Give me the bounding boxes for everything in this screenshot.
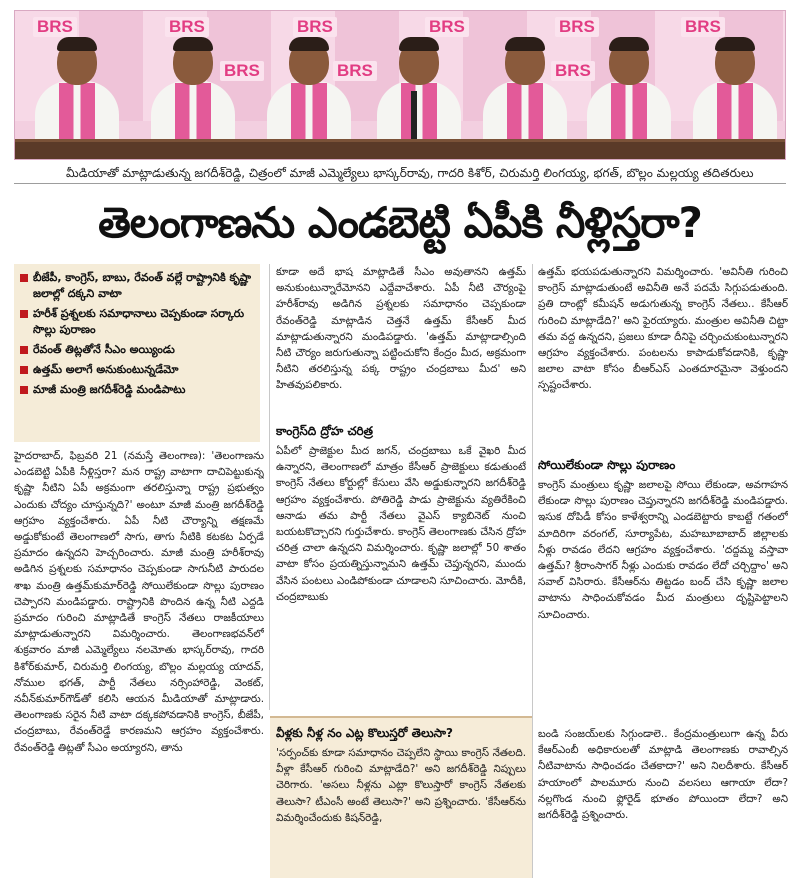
brs-logo: BRS bbox=[333, 61, 377, 81]
person-figure bbox=[687, 35, 783, 145]
brs-logo: BRS bbox=[165, 17, 209, 37]
square-bullet-icon bbox=[20, 346, 28, 354]
highlight-text: హరీశ్ ప్రశ్నలకు సమాధానాలు చెప్పకుండా సర్కారు సొల్లు పురాణం bbox=[33, 307, 245, 336]
square-bullet-icon bbox=[20, 274, 28, 282]
person-figure bbox=[477, 35, 573, 145]
person-figure bbox=[371, 35, 467, 145]
highlight-text: ఉత్తమ్ అలాగే అనుకుంటున్నడేమో bbox=[33, 363, 179, 376]
article-column-3 bbox=[538, 264, 788, 731]
highlight-text: రేవంత్ తిట్లతోనే సీఎం అయ్యిండు bbox=[33, 343, 175, 356]
brs-logo: BRS bbox=[681, 17, 725, 37]
highlight-item bbox=[20, 382, 254, 398]
sidebar-box bbox=[270, 716, 532, 878]
news-photo bbox=[14, 10, 786, 160]
article-column-3-continued: బండి సంజయ్‌లకు సిగ్గుండాలె.. కేంద్రమంత్రులుగా ఉన్న వీరు కేఆర్‌ఎంబీ అధికారులతో మాట్లాడి తెలంగాణకు రావాల్సిన నీటివాటాను సాధించడం చేతకాదా?' అని నిలదీశారు. కేసీఆర్ హయాంలో పాలమూరు నుంచి వలసలు ఆగాయా లేదా? నల్లగొండ నుంచి ఫ్లోరైడ్ భూతం పోయిందా లేదా? అని జగదీశ్‌రెడ్డి ప్రశ్నించారు. bbox=[538, 728, 788, 822]
brs-logo: BRS bbox=[33, 17, 77, 37]
person-figure bbox=[145, 35, 241, 145]
highlight-text: మాజీ మంత్రి జగదీశ్‌రెడ్డి మండిపాటు bbox=[33, 383, 186, 396]
article-paragraph: ఉత్తమ్ భయపడుతున్నారని విమర్శించారు. 'అవినీతి గురించి కాంగ్రెస్ మాట్లాడుతుంటే అవినీతి అనే పదమే సిగ్గుపడుతుంది. ప్రతి దాంట్లో కమీషన్ అడుగుతున్న కాంగ్రెస్ నేతలు.. కేసీఆర్ గురించి మాట్లాడేది?' అని ఫైరయ్యారు. మంత్రుల అవినీతి చిట్టా తమ వద్ద ఉన్నదని, ప్రజలు కూడా దీనిపై చర్చించుకుంటున్నారని ఆగ్రహం వ్యక్తంచేశారు. పంటలను కాపాడుకోవడానికి, కృష్ణా జలాల వాటా కోసం బీఆర్‌ఎస్ ఎంతదూరమైనా వెళ్తుందని స్పష్టంచేశారు. bbox=[538, 266, 788, 392]
highlight-item bbox=[20, 362, 254, 378]
square-bullet-icon bbox=[20, 310, 28, 318]
article-paragraph: హైదరాబాద్, ఫిబ్రవరి 21 (నమస్తే తెలంగాణ): 'తెలంగాణను ఎండబెట్టి ఏపీకి నీళ్లిస్తరా? మన రాష్ట్ర వాటాగా దాచిపెట్టుకున్న కృష్ణా నీటిని ఏపీ అక్రమంగా తరలిస్తున్నా రాష్ట్ర ప్రభుత్వం ఎందుకు చోద్యం చూస్తున్నది?' అంటూ మాజీ మంత్రి జగదీశ్‌రెడ్డి ఆగ్రహం వ్యక్తంచేశారు. ఏపీ నీటి చౌర్యాన్ని తక్షణమే అడ్డుకోకుంటే తెలంగాణలో సాగు, తాగు నీటికి కటకట ఏర్పడే ప్రమాదం ఉన్నదని హెచ్చరించారు. మాజీ మంత్రి హరీశ్‌రావు అడిగిన ప్రశ్నలకు సమాధానం చెప్పకుండా సాగునీటి పారుదల శాఖ మంత్రి ఉత్తమ్‌కుమార్‌రెడ్డి సోయిలేకుండా సొల్లు పురాణం చెప్పారని మండిపడ్డారు. రాష్ట్రానికి పొందిన ఉన్న నీటి ఎద్దడి ప్రమాదం గురించి మాట్లాడితే కాంగ్రెస్ నేతలు రాజకీయాలు మాట్లాడుతున్నారని విమర్శించారు. తెలంగాణభవన్‌లో శుక్రవారం మాజీ ఎమ్మెల్యేలు నలమోతు భాస్కర్‌రావు, గాదరి కిశోర్‌కుమార్, చిరుమర్తి లింగయ్య, బొల్లం మల్లయ్య యాదవ్, నోముల భగత్, పార్టీ నేతలు నర్సింహారెడ్డి, వెంకట్, నవీన్‌కుమార్‌గౌడ్‌తో కలిసి ఆయన మీడియాతో మాట్లాడారు. తెలంగాణకు సరైన నీటి వాటా దక్కకపోవడానికి కాంగ్రెస్, బీజేపీ, చంద్రబాబు, రేవంత్‌రెడ్డే కారణమని ఆగ్రహం వ్యక్తంచేశారు. రేవంత్‌రెడ్డి తిట్లతో సీఎం అయ్యారని, తాను bbox=[14, 450, 264, 754]
subheading-soi: సోయిలేకుండా సొల్లు పురాణం bbox=[538, 458, 676, 472]
microphone-icon bbox=[411, 91, 417, 141]
brs-logo: BRS bbox=[555, 17, 599, 37]
article-column-2 bbox=[276, 264, 526, 669]
column-divider bbox=[532, 264, 533, 878]
highlight-item bbox=[20, 306, 254, 338]
brs-logo: BRS bbox=[293, 17, 337, 37]
square-bullet-icon bbox=[20, 366, 28, 374]
highlights-box bbox=[14, 264, 260, 442]
column-divider bbox=[269, 264, 270, 710]
sidebox-title: వీళ్లకు నీళ్ల నం ఎట్ల కొలుస్తరో తెలుసా? bbox=[276, 726, 453, 740]
subheading-drohi: కాంగ్రెస్‌ది ద్రోహ చరిత్ర bbox=[276, 424, 374, 438]
sidebox-text: 'సర్పంచ్‌కు కూడా సమాధానం చెప్పలేని స్థాయి కాంగ్రెస్ నేతలది. వీళ్లా కేసీఆర్ గురించి మాట్లాడేది?' అని జగదీశ్‌రెడ్డి నిప్పులు చెరిగారు. 'అసలు నీళ్లను ఎట్లా కొలుస్తారో కాంగ్రెస్ నేతలకు తెలుసా? టీఎంసీ అంటే తెలుసా?' అని ప్రశ్నించారు. 'కేసీఆర్‌ను విమర్శించేందుకు కిషన్‌రెడ్డి, bbox=[276, 747, 526, 824]
press-table bbox=[15, 139, 785, 160]
brs-logo: BRS bbox=[220, 61, 264, 81]
person-figure bbox=[29, 35, 125, 145]
article-column-1 bbox=[14, 448, 264, 878]
photo-caption: మీడియాతో మాట్లాడుతున్న జగదీశ్‌రెడ్డి, చిత్రంలో మాజీ ఎమ్మెల్యేలు భాస్కర్‌రావు, గాదరి కిశోర్, చిరుమర్తి లింగయ్య, భగత్, బొల్లం మల్లయ్య తదితరులు bbox=[14, 162, 786, 184]
person-figure bbox=[581, 35, 677, 145]
brs-logo: BRS bbox=[425, 17, 469, 37]
article-paragraph: ఏపీలో ప్రాజెక్టుల మీద జగన్, చంద్రబాబు ఒకే వైఖరి మీద ఉన్నారని, తెలంగాణలో మాత్రం కేసీఆర్ ప్రాజెక్టులు కడుతుంటే కాంగ్రెస్ నేతలు కోర్టుల్లో కేసులు వేసి అడ్డుకున్నారని జగదీశ్‌రెడ్డి ఆగ్రహం వ్యక్తంచేశారు. పోతిరెడ్డి పాడు ప్రాజెక్టును వ్యతిరేకించి ఆనాడు తమ పార్టీ నేతలు వైఎస్ క్యాబినెట్ నుంచి బయటకొచ్చారని గుర్తుచేశారు. కాంగ్రెస్ తెలంగాణకు చేసిన ద్రోహ చరిత్ర చాలా ఉన్నదని విమర్శించారు. కృష్ణా జలాల్లో 50 శాతం వాటా కోసం ప్రయత్నిస్తున్నామని ఉత్తమ్ చెప్తున్నరని, ముందు వేసిన పంటలు ఎండిపోకుండా చూడాలని సూచించారు. మోదీకి, చంద్రబాబుకు bbox=[276, 445, 526, 603]
headline: తెలంగాణను ఎండబెట్టి ఏపీకి నీళ్లిస్తరా? bbox=[98, 198, 702, 247]
person-figure bbox=[261, 35, 357, 145]
brs-logo: BRS bbox=[551, 61, 595, 81]
highlight-text: బీజేపీ, కాంగ్రెస్, బాబు, రేవంత్ వల్లే రాష్ట్రానికి కృష్ణా జలాల్లో దక్కని వాటా bbox=[33, 271, 252, 300]
highlight-item bbox=[20, 342, 254, 358]
article-paragraph: కూడా అదే భాష మాట్లాడితే సీఎం అవుతానని ఉత్తమ్ అనుకుంటున్నారేమోనని ఎద్దేవాచేశారు. ఏపీ నీటి చౌర్యంపై హరీశ్‌రావు అడిగిన ప్రశ్నలకు సమాధానం చెప్పకుండా రేవంత్‌రెడ్డి మాట్లాడిన చెత్తనే ఉత్తమ్ కేసీఆర్ మీద మాట్లాడుతున్నారని మండిపడ్డారు. 'ఉత్తమ్ మాట్లాడాల్సింది నీటి చౌర్యం జరుగుతున్నా పట్టించుకోని కేంద్రం మీద, అక్రమంగా నీటిని తరలిస్తున్న పక్క రాష్ట్రం చంద్రబాబు మీద' అని హితవుపలికారు. bbox=[276, 266, 526, 392]
highlight-item bbox=[20, 270, 254, 302]
article-paragraph: కాంగ్రెస్ మంత్రులు కృష్ణా జలాలపై సోయి లేకుండా, అవగాహన లేకుండా సొల్లు పురాణం చెప్తున్నారని జగదీశ్‌రెడ్డి మండిపడ్డారు. ఇసుక దోపిడీ కోసం కాళేశ్వరాన్ని ఎండబెట్టారు కాబట్టే గతంలో మాదిరిగా వరంగల్, సూర్యాపేట, మహబూబాబాద్ జిల్లాలకు నీళ్లు రావడం లేదని ఆగ్రహం వ్యక్తంచేశారు. 'దద్దమ్మ వస్తావా ఉత్తమ్? శ్రీరాంసాగర్ నీళ్లు ఎందుకు రావడం లేదో చర్చిద్దాం' అని సవాల్ విసిరారు. కేసీఆర్‌ను తిట్టడం బంద్ చేసి కృష్ణా జలాల వాటాను సాధించుకోవడం మీద మంత్రులు దృష్టిపెట్టాలని సూచించారు. bbox=[538, 479, 788, 621]
square-bullet-icon bbox=[20, 386, 28, 394]
